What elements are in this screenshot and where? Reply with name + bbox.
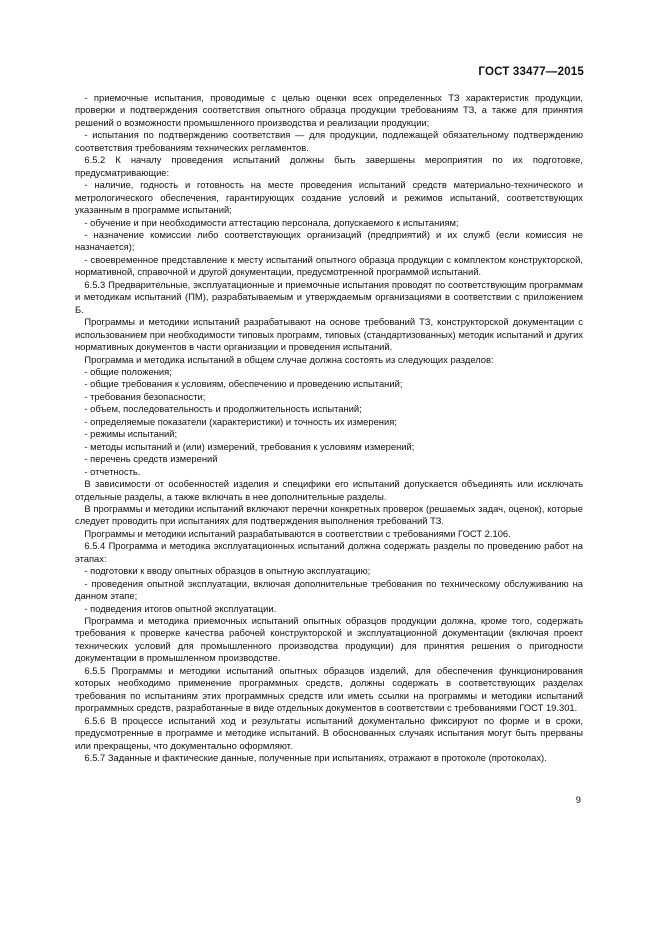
list-item: - объем, последовательность и продолжительность испытаний; <box>84 403 362 415</box>
list-item: - проведения опытной эксплуатации, включая дополнительные требования по техническому обслуживанию на данном этапе; <box>75 577 583 602</box>
list-item: - подведения итогов опытной эксплуатации. <box>84 602 277 614</box>
paragraph: В зависимости от особенностей изделия и специфики его испытаний допускается объединять или исключать отдельные разделы, а также включать в нее дополнительные разделы. <box>75 478 583 502</box>
document-header: ГОСТ 33477—2015 <box>478 66 584 78</box>
list-item: - перечень средств измерений <box>84 453 218 465</box>
paragraph: 6.5.2 К началу проведения испытаний должны быть завершены мероприятия по их подготовке, предусматривающие: <box>75 154 583 178</box>
paragraph: - приемочные испытания, проводимые с целью оценки всех определенных ТЗ характеристик продукции, проверки и подтверждения соответствия опытного образца продукции требованиям ТЗ, а также для принятия решений о возможности промышленного производства и реализации продукции; <box>75 92 583 128</box>
list-item: - методы испытаний и (или) измерений, требования к условиям измерений; <box>84 440 415 452</box>
paragraph: Программа и методика приемочных испытаний опытных образцов продукции должна, кроме того, содержать требования к проверке качества рабочей конструкторской и эксплуатационной документации (включая проект технических условий для промышленного производства продукции) для принятия решения о пригодности документации в промышленном производстве. <box>75 615 583 664</box>
list-item: - режимы испытаний; <box>84 428 178 440</box>
list-item: - общие положения; <box>84 365 172 377</box>
paragraph: 6.5.6 В процессе испытаний ход и результаты испытаний документально фиксируют по форме и в сроки, предусмотренные в программе и методике испытаний. В обоснованных случаях испытания могут быть прерваны или прекращены, что документально оформляют. <box>75 714 583 751</box>
list-item: - общие требования к условиям, обеспечению и проведению испытаний; <box>84 378 403 390</box>
paragraph: - наличие, годность и готовность на месте проведения испытаний средств материально-технического и метрологического обеспечения, гарантирующих создание условий и режимов испытаний, соответствующих указанным в программе испытаний; <box>75 179 583 216</box>
paragraph: - назначение комиссии либо соответствующих организаций (предприятий) и их служб (если комиссия не назначается); <box>75 228 583 253</box>
list-item: - подготовки к вводу опытных образцов в опытную эксплуатацию; <box>84 565 371 577</box>
paragraph: 6.5.5 Программы и методики испытаний опытных образцов изделий, для обеспечения функционирования которых необходимо применение программных средств, должны содержать в соответствующих разделах требования по испытаниям этих программных средств или иметь ссылки на программы и методики испытаний программных средств, разработанные в виде отдельных документов в соответствии с требованиями ГОСТ 19.301. <box>75 664 583 714</box>
paragraph: - обучение и при необходимости аттестацию персонала, допускаемого к испытаниям; <box>84 216 459 228</box>
paragraph: 6.5.3 Предварительные, эксплуатационные и приемочные испытания проводят по соответствующим программам и методикам испытаний (ПМ), разрабатываемым и утверждаемым организациями в соответствии с приложением Б. <box>75 278 583 315</box>
paragraph: - испытания по подтверждению соответствия — для продукции, подлежащей обязательному подтверждению соответствия требованиям технических регламентов. <box>75 129 583 153</box>
list-item: - требования безопасности; <box>84 390 206 402</box>
paragraph: В программы и методики испытаний включают перечни конкретных проверок (решаемых задач, оценок), которые следует проводить при испытаниях для подтверждения выполнения требований ТЗ. <box>75 502 583 527</box>
paragraph: 6.5.7 Заданные и фактические данные, полученные при испытаниях, отражают в протоколе (протоколах). <box>84 752 547 764</box>
paragraph: Программы и методики испытаний разрабатывают на основе требований ТЗ, конструкторской документации с использованием при необходимости типовых программ, типовых (стандартизованных) методик испытаний и других нормативных документов в части организации и проведения испытаний. <box>75 316 583 353</box>
paragraph: Программы и методики испытаний разрабатываются в соответствии с требованиями ГОСТ 2.106. <box>84 527 511 539</box>
paragraph: - своевременное представление к месту испытаний опытного образца продукции с комплектом конструкторской, нормативной, справочной и другой документации, предусмотренной программой испытаний. <box>75 253 583 278</box>
paragraph: Программа и методика испытаний в общем случае должна состоять из следующих разделов: <box>84 353 494 365</box>
page-number: 9 <box>575 794 581 805</box>
list-item: - отчетность. <box>84 465 141 477</box>
paragraph: 6.5.4 Программа и методика эксплуатационных испытаний должна содержать разделы по проведению работ на этапах: <box>75 540 583 564</box>
document-body <box>75 92 583 764</box>
list-item: - определяемые показатели (характеристики) и точность их измерения; <box>84 415 397 427</box>
